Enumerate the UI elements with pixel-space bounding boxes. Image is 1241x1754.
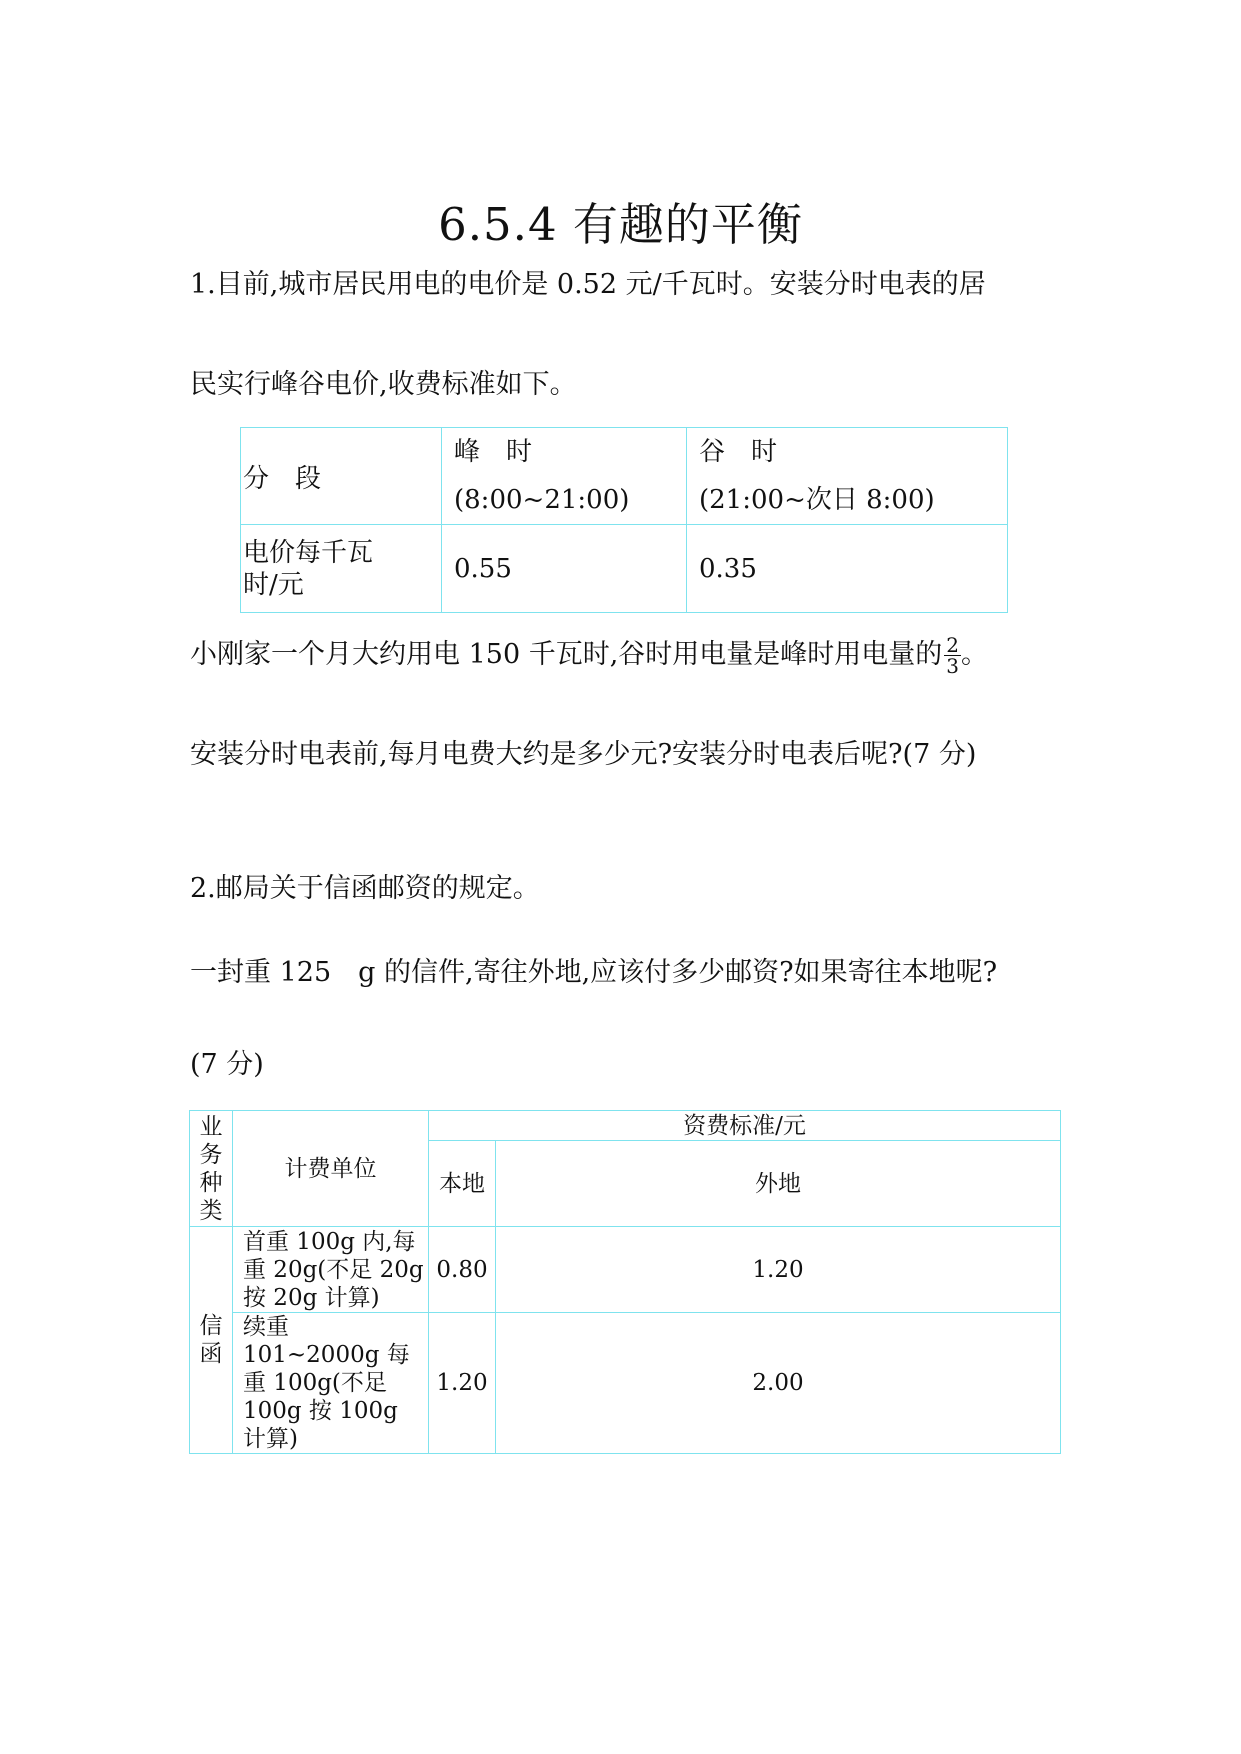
q1-text-line2: 民实行峰谷电价,收费标准如下。 <box>190 369 577 400</box>
business-type-header <box>190 1111 233 1227</box>
row2-local-fee: 1.20 <box>429 1313 496 1454</box>
fraction-numerator: 2 <box>946 633 960 657</box>
price-row-label: 电价每千瓦时/元 <box>241 525 442 613</box>
peak-price: 0.55 <box>442 525 687 613</box>
electricity-price-table <box>240 427 1008 613</box>
local-header: 本地 <box>429 1141 496 1227</box>
peak-header <box>442 428 687 525</box>
row1-local-fee: 0.80 <box>429 1227 496 1313</box>
nonlocal-header: 外地 <box>496 1141 1061 1227</box>
q2-text-line1: 2.邮局关于信函邮资的规定。 <box>190 873 540 904</box>
valley-price: 0.35 <box>687 525 1008 613</box>
q2-text-line3: (7 分) <box>190 1049 264 1080</box>
valley-header <box>687 428 1008 525</box>
q1-text-line3 <box>190 632 988 676</box>
row1-nonlocal-fee: 1.20 <box>496 1227 1061 1313</box>
q1-text-line4: 安装分时电表前,每月电费大约是多少元?安装分时电表后呢?(7 分) <box>190 739 977 770</box>
row2-nonlocal-fee: 2.00 <box>496 1313 1061 1454</box>
peak-label: 峰 时 <box>454 437 533 467</box>
fraction-two-thirds <box>944 635 961 676</box>
valley-label: 谷 时 <box>699 437 778 467</box>
peak-time: (8:00~21:00) <box>454 485 630 515</box>
billing-unit-header: 计费单位 <box>233 1111 429 1227</box>
valley-time: (21:00~次日 8:00) <box>699 485 935 515</box>
postage-rate-table <box>189 1110 1061 1454</box>
fraction-denominator: 3 <box>946 654 960 678</box>
row1-unit: 首重 100g 内,每重 20g(不足 20g 按 20g 计算) <box>233 1227 429 1313</box>
q1-text-line1: 1.目前,城市居民用电的电价是 0.52 元/千瓦时。安装分时电表的居 <box>190 269 986 300</box>
page-title: 6.5.4 有趣的平衡 <box>438 198 803 251</box>
q1-line3-end: 。 <box>961 639 989 670</box>
q2-text-line2: 一封重 125 g 的信件,寄往外地,应该付多少邮资?如果寄往本地呢? <box>190 957 998 988</box>
row2-unit: 续重 101~2000g 每重 100g(不足 100g 按 100g 计算) <box>233 1313 429 1454</box>
q1-line3-text: 小刚家一个月大约用电 150 千瓦时,谷时用电量是峰时用电量的 <box>190 639 943 670</box>
fee-standard-header: 资费标准/元 <box>429 1111 1061 1141</box>
business-type-label: 业务种类 <box>199 1113 223 1224</box>
segment-header: 分 段 <box>241 428 442 525</box>
category-letter-cell <box>190 1227 233 1454</box>
category-label: 信函 <box>199 1313 223 1367</box>
